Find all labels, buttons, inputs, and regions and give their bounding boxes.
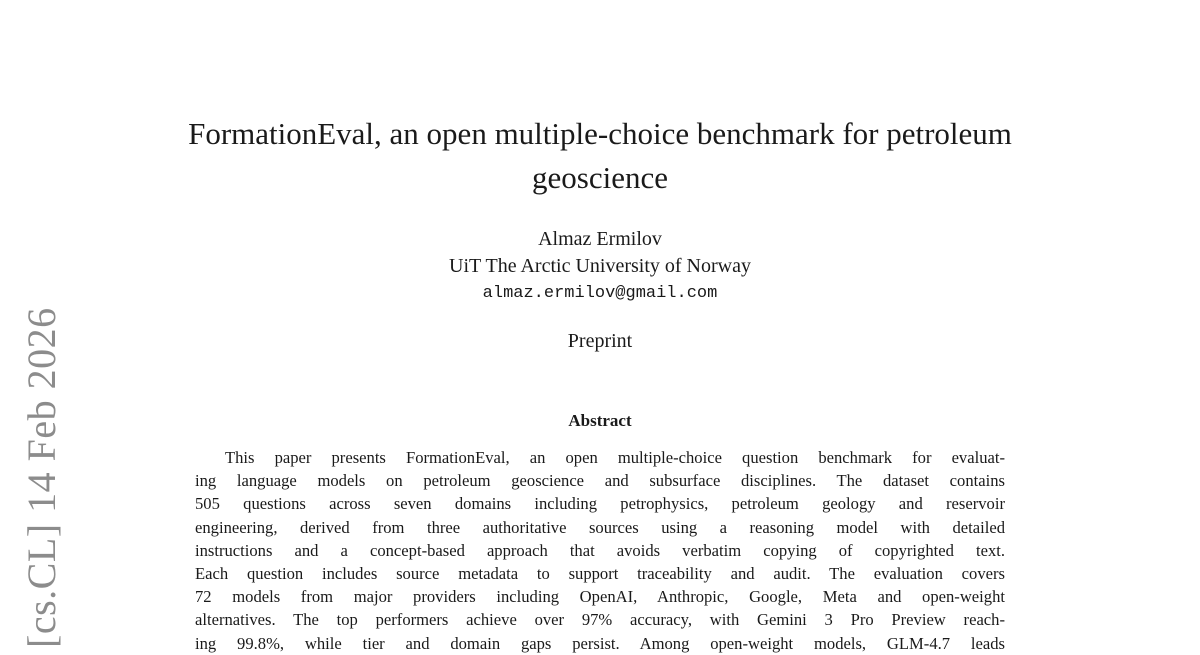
author-affiliation: UiT The Arctic University of Norway <box>449 255 751 277</box>
author-email: almaz.ermilov@gmail.com <box>482 284 718 303</box>
abstract-line: ing language models on petroleum geoscience and subsurface disciplines. The dataset contains <box>195 471 1005 491</box>
abstract-body <box>195 446 1005 655</box>
author-name: Almaz Ermilov <box>538 228 662 250</box>
title-line-2: geoscience <box>532 160 668 195</box>
preprint-label: Preprint <box>567 330 633 352</box>
title-line-1: FormationEval, an open multiple-choice benchmark for petroleum <box>188 116 1012 151</box>
abstract-line: 505 questions across seven domains including petrophysics, petroleum geology and reservoir <box>195 494 1005 514</box>
abstract-line: Each question includes source metadata to support traceability and audit. The evaluation covers <box>195 563 1005 583</box>
abstract-line: ing 99.8%, while tier and domain gaps persist. Among open-weight models, GLM-4.7 leads <box>195 633 1005 653</box>
paper-title <box>0 112 1200 200</box>
abstract-line: This paper presents FormationEval, an open multiple-choice question benchmark for evaluat- <box>225 448 1005 467</box>
author-block <box>0 226 1200 307</box>
abstract-line: instructions and a concept-based approach that avoids verbatim copying of copyrighted text. <box>195 540 1005 560</box>
abstract-heading: Abstract <box>568 411 632 430</box>
abstract-line: 72 models from major providers including OpenAI, Anthropic, Google, Meta and open-weight <box>195 587 1005 607</box>
abstract-line: alternatives. The top performers achieve over 97% accuracy, with Gemini 3 Pro Preview reach- <box>195 610 1005 630</box>
abstract-line: engineering, derived from three authoritative sources using a reasoning model with detailed <box>195 517 1005 537</box>
arxiv-side-stamp: [cs.CL] 14 Feb 2026 <box>19 307 64 648</box>
